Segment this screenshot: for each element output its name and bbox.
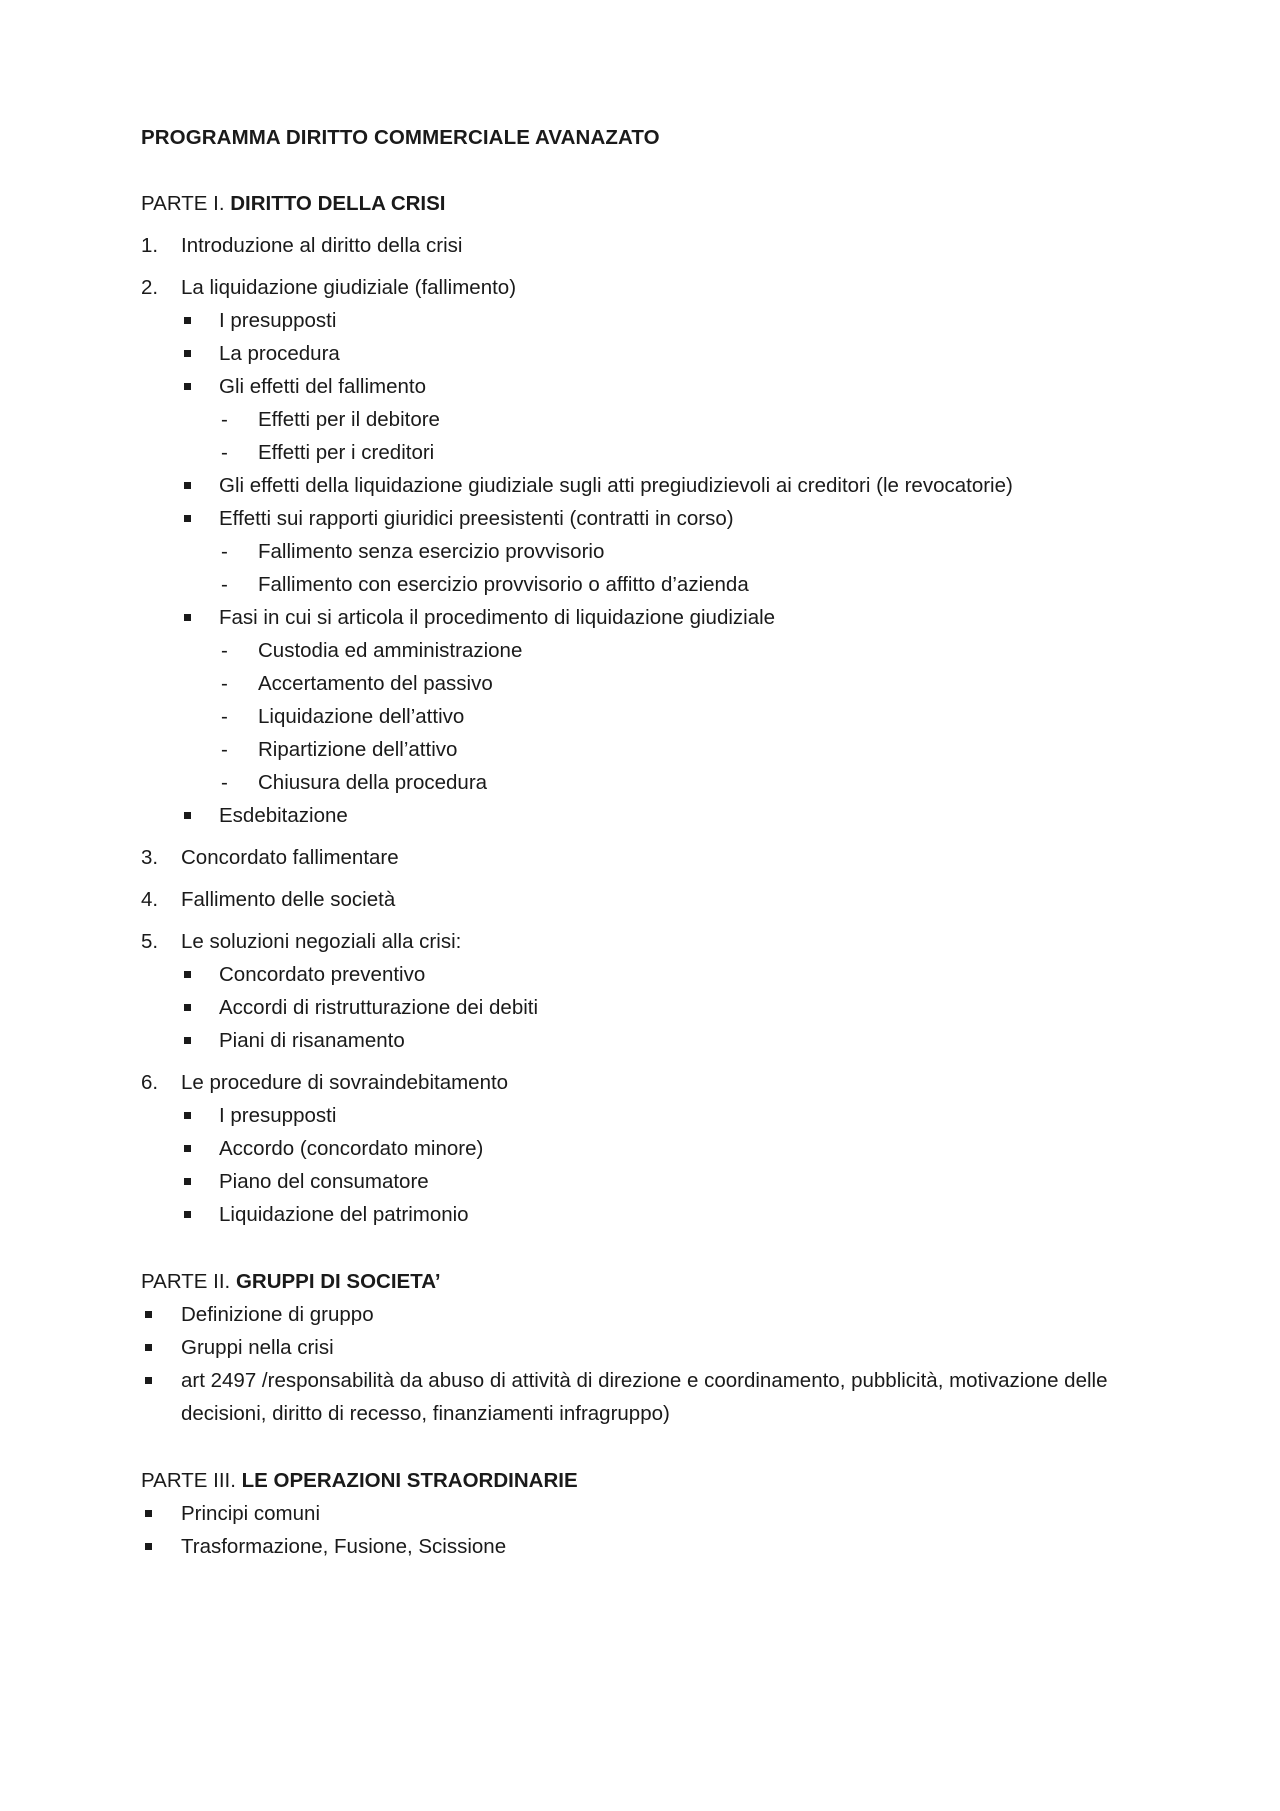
square-bullet-icon: [184, 317, 191, 324]
part2-title: GRUPPI DI SOCIETA’: [235, 1270, 441, 1293]
sub-item-text: Piani di risanamento: [219, 1029, 405, 1052]
sub-item-text: Gli effetti del fallimento: [219, 375, 427, 398]
square-bullet-icon: [145, 1311, 152, 1318]
sub-item-text: Accordo (concordato minore): [219, 1137, 484, 1160]
part3-heading: [141, 1469, 578, 1493]
square-bullet-icon: [184, 1004, 191, 1011]
item-text: Gruppi nella crisi: [181, 1336, 334, 1359]
square-bullet-icon: [184, 812, 191, 819]
sub-sub-item-text: Fallimento senza esercizio provvisorio: [258, 540, 605, 563]
square-bullet-icon: [184, 350, 191, 357]
dash-bullet-icon: -: [221, 738, 228, 761]
dash-bullet-icon: -: [221, 771, 228, 794]
square-bullet-icon: [184, 383, 191, 390]
item-text: Fallimento delle società: [181, 888, 396, 911]
square-bullet-icon: [145, 1344, 152, 1351]
dash-bullet-icon: -: [221, 540, 228, 563]
sub-item-text: Liquidazione del patrimonio: [219, 1203, 469, 1226]
item-text: Le procedure di sovraindebitamento: [181, 1071, 509, 1094]
square-bullet-icon: [184, 971, 191, 978]
square-bullet-icon: [184, 1211, 191, 1218]
square-bullet-icon: [184, 515, 191, 522]
item-number: 5.: [141, 930, 159, 953]
square-bullet-icon: [184, 482, 191, 489]
item-text: art 2497 /responsabilità da abuso di attività di direzione e coordinamento, pubblicità, motivazione delle decisioni, diritto di recesso, finanziamenti infragruppo): [181, 1369, 1108, 1425]
dash-bullet-icon: -: [221, 573, 228, 596]
square-bullet-icon: [145, 1510, 152, 1517]
item-number: 2.: [141, 276, 159, 299]
sub-sub-item-text: Custodia ed amministrazione: [258, 639, 523, 662]
sub-item-text: Concordato preventivo: [219, 963, 426, 986]
sub-item-text: Accordi di ristrutturazione dei debiti: [219, 996, 539, 1019]
dash-bullet-icon: -: [221, 639, 228, 662]
square-bullet-icon: [184, 1112, 191, 1119]
document-title: PROGRAMMA DIRITTO COMMERCIALE AVANAZATO: [141, 126, 660, 149]
part3-title: LE OPERAZIONI STRAORDINARIE: [241, 1469, 578, 1492]
part2-prefix: PARTE II.: [141, 1270, 236, 1293]
part1-prefix: PARTE I.: [141, 192, 231, 215]
sub-sub-item-text: Effetti per i creditori: [258, 441, 435, 464]
dash-bullet-icon: -: [221, 441, 228, 464]
item-number: 4.: [141, 888, 159, 911]
square-bullet-icon: [184, 1145, 191, 1152]
item-text: Definizione di gruppo: [181, 1303, 374, 1326]
dash-bullet-icon: -: [221, 705, 228, 728]
square-bullet-icon: [184, 1178, 191, 1185]
sub-item-text: Piano del consumatore: [219, 1170, 429, 1193]
sub-sub-item-text: Effetti per il debitore: [258, 408, 440, 431]
item-number: 1.: [141, 234, 159, 257]
item-text: Trasformazione, Fusione, Scissione: [181, 1535, 507, 1558]
sub-sub-item-text: Liquidazione dell’attivo: [258, 705, 465, 728]
sub-item-text: La procedura: [219, 342, 340, 365]
dash-bullet-icon: -: [221, 408, 228, 431]
sub-sub-item-text: Fallimento con esercizio provvisorio o affitto d’azienda: [258, 573, 749, 596]
dash-bullet-icon: -: [221, 672, 228, 695]
sub-item-text: Esdebitazione: [219, 804, 348, 827]
sub-sub-item-text: Chiusura della procedura: [258, 771, 488, 794]
item-text: Introduzione al diritto della crisi: [181, 234, 463, 257]
square-bullet-icon: [145, 1543, 152, 1550]
sub-item-text: Gli effetti della liquidazione giudiziale sugli atti pregiudizievoli ai creditori (le revocatorie): [219, 474, 1013, 497]
sub-item-text: Effetti sui rapporti giuridici preesistenti (contratti in corso): [219, 507, 734, 530]
sub-item-text: I presupposti: [219, 1104, 337, 1127]
item-text: Principi comuni: [181, 1502, 320, 1525]
item-text: Le soluzioni negoziali alla crisi:: [181, 930, 462, 953]
item-text: Concordato fallimentare: [181, 846, 399, 869]
part3-prefix: PARTE III.: [141, 1469, 242, 1492]
sub-sub-item-text: Accertamento del passivo: [258, 672, 493, 695]
square-bullet-icon: [184, 614, 191, 621]
square-bullet-icon: [184, 1037, 191, 1044]
sub-sub-item-text: Ripartizione dell’attivo: [258, 738, 458, 761]
item-text: La liquidazione giudiziale (fallimento): [181, 276, 517, 299]
list-item: [0, 1369, 1280, 1439]
square-bullet-icon: [145, 1377, 152, 1384]
part1-heading: [141, 192, 446, 216]
sub-item-text: I presupposti: [219, 309, 337, 332]
part2-heading: [141, 1270, 441, 1294]
item-number: 6.: [141, 1071, 159, 1094]
sub-item-text: Fasi in cui si articola il procedimento di liquidazione giudiziale: [219, 606, 776, 629]
part1-title: DIRITTO DELLA CRISI: [230, 192, 446, 215]
item-number: 3.: [141, 846, 159, 869]
